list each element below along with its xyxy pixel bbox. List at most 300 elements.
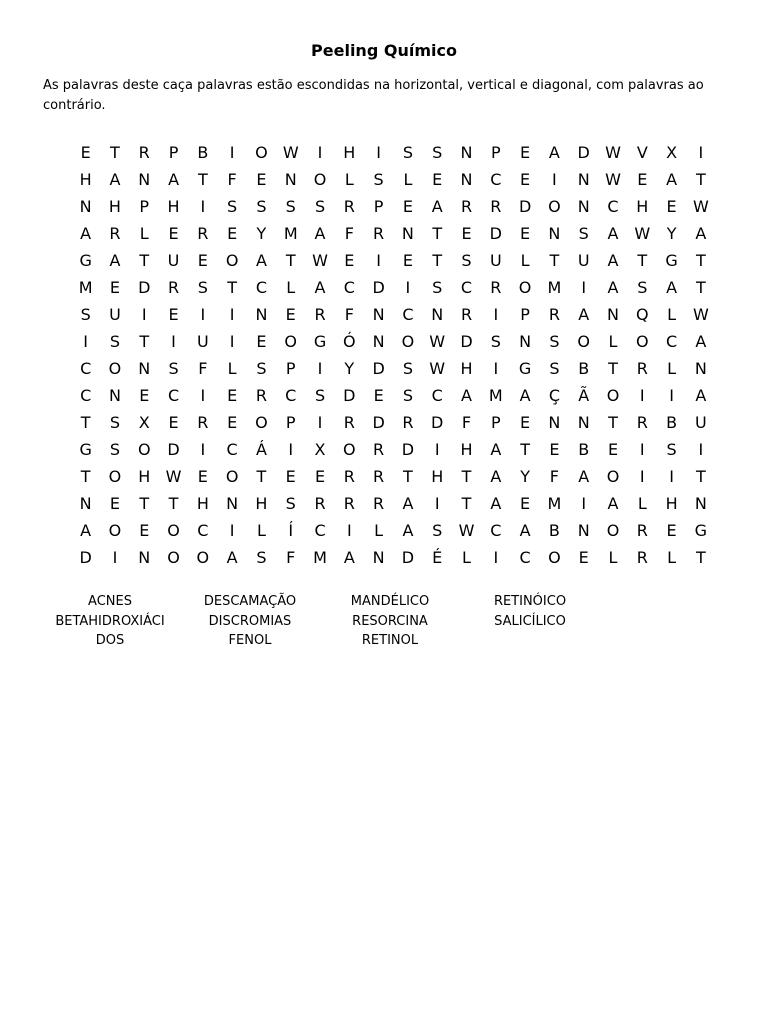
grid-letter: H: [343, 143, 356, 162]
grid-letter: C: [666, 332, 678, 351]
grid-letter: O: [108, 359, 122, 378]
word-list-item: FENOL: [228, 633, 272, 648]
grid-letter: R: [343, 197, 355, 216]
grid-letter: W: [605, 170, 621, 189]
grid-row: [71, 436, 716, 463]
grid-letter: L: [374, 521, 384, 540]
grid-letter: D: [489, 224, 502, 243]
grid-letter: R: [314, 494, 326, 513]
grid-letter: S: [285, 494, 296, 513]
grid-letter: O: [548, 197, 561, 216]
grid-letter: O: [225, 251, 239, 270]
grid-letter: P: [168, 143, 179, 162]
grid-letter: E: [109, 494, 120, 513]
grid-letter: N: [79, 197, 92, 216]
grid-letter: U: [167, 251, 180, 270]
word-list-column: [460, 592, 600, 651]
grid-letter: W: [692, 305, 709, 324]
grid-letter: H: [138, 467, 151, 486]
grid-letter: T: [168, 494, 179, 513]
grid-letter: R: [343, 467, 355, 486]
grid-letter: R: [343, 494, 355, 513]
grid-letter: L: [256, 521, 266, 540]
grid-letter: I: [346, 521, 352, 540]
grid-letter: M: [488, 386, 503, 405]
grid-letter: S: [109, 440, 121, 459]
grid-letter: C: [314, 521, 326, 540]
grid-letter: M: [283, 224, 298, 243]
grid-letter: E: [607, 440, 619, 459]
grid-letter: R: [402, 413, 414, 432]
grid-letter: S: [314, 386, 326, 405]
grid-letter: A: [461, 386, 472, 405]
grid-letter: A: [519, 521, 531, 540]
grid-letter: L: [608, 548, 618, 567]
grid-letter: O: [606, 521, 620, 540]
grid-letter: E: [227, 386, 238, 405]
word-list-item: DESCAMAÇÃO: [203, 594, 297, 609]
grid-letter: N: [255, 305, 268, 324]
grid-row: [71, 247, 716, 274]
grid-letter: V: [636, 143, 648, 162]
grid-letter: T: [139, 251, 150, 270]
grid-letter: C: [80, 359, 92, 378]
grid-letter: I: [317, 359, 323, 378]
grid-letter: N: [284, 170, 297, 189]
grid-letter: B: [548, 521, 560, 540]
grid-letter: A: [607, 278, 619, 297]
grid-letter: G: [79, 251, 92, 270]
grid-letter: I: [581, 494, 587, 513]
grid-letter: I: [434, 440, 440, 459]
grid-letter: D: [343, 386, 356, 405]
grid-letter: E: [197, 467, 208, 486]
grid-letter: N: [226, 494, 239, 513]
grid-letter: A: [490, 494, 502, 513]
grid-letter: R: [373, 494, 385, 513]
grid-letter: Y: [520, 467, 530, 486]
grid-letter: S: [490, 332, 501, 351]
grid-letter: A: [314, 224, 326, 243]
grid-row: [71, 220, 716, 247]
grid-row: [71, 409, 716, 436]
grid-letter: N: [577, 197, 590, 216]
grid-letter: G: [313, 332, 327, 351]
grid-letter: T: [520, 440, 530, 459]
grid-letter: Y: [344, 359, 355, 378]
grid-letter: A: [168, 170, 180, 189]
grid-letter: C: [197, 521, 209, 540]
grid-letter: C: [431, 386, 443, 405]
grid-letter: E: [520, 224, 531, 243]
grid-letter: S: [256, 359, 267, 378]
grid-letter: I: [639, 467, 645, 486]
grid-letter: E: [197, 251, 208, 270]
grid-letter: E: [139, 386, 150, 405]
grid-letter: R: [197, 224, 209, 243]
grid-letter: I: [669, 467, 674, 486]
grid-letter: L: [344, 170, 354, 189]
grid-letter: S: [432, 521, 443, 540]
word-search-grid: [71, 139, 716, 571]
grid-letter: A: [490, 440, 502, 459]
grid-letter: M: [78, 278, 93, 297]
grid-letter: F: [344, 305, 354, 324]
grid-letter: N: [372, 332, 385, 351]
grid-letter: R: [490, 278, 502, 297]
grid-letter: R: [460, 197, 473, 216]
grid-letter: R: [197, 413, 209, 432]
grid-letter: G: [79, 440, 92, 459]
grid-letter: Q: [635, 305, 649, 324]
grid-letter: E: [168, 413, 179, 432]
grid-letter: S: [637, 278, 648, 297]
grid-letter: S: [168, 359, 179, 378]
grid-letter: N: [548, 413, 561, 432]
grid-letter: X: [314, 440, 326, 459]
grid-letter: W: [282, 143, 299, 162]
grid-letter: F: [461, 413, 472, 432]
grid-letter: S: [227, 197, 238, 216]
grid-letter: D: [372, 413, 385, 432]
grid-letter: W: [165, 467, 182, 486]
grid-letter: B: [666, 413, 678, 432]
grid-letter: N: [577, 170, 590, 189]
grid-letter: O: [255, 143, 268, 162]
grid-letter: N: [694, 359, 707, 378]
grid-letter: E: [109, 278, 120, 297]
grid-letter: C: [226, 440, 238, 459]
grid-letter: M: [547, 494, 562, 513]
grid-row: [71, 490, 716, 517]
grid-row: [71, 328, 716, 355]
grid-letter: H: [460, 359, 473, 378]
grid-letter: X: [138, 413, 150, 432]
grid-letter: E: [578, 548, 589, 567]
grid-letter: D: [577, 143, 590, 162]
grid-letter: I: [552, 170, 557, 189]
grid-letter: T: [139, 494, 150, 513]
grid-letter: E: [139, 521, 150, 540]
word-list: [40, 592, 600, 651]
grid-letter: T: [285, 251, 296, 270]
grid-letter: D: [401, 440, 415, 459]
grid-letter: E: [256, 170, 267, 189]
grid-letter: D: [138, 278, 151, 297]
grid-letter: E: [285, 305, 296, 324]
grid-letter: C: [255, 278, 268, 297]
word-list-item: RETINOL: [361, 633, 419, 648]
grid-letter: E: [520, 170, 531, 189]
grid-letter: D: [460, 332, 473, 351]
grid-letter: R: [373, 224, 385, 243]
grid-letter: H: [665, 494, 678, 513]
grid-letter: N: [79, 494, 92, 513]
grid-letter: R: [109, 224, 121, 243]
grid-letter: O: [255, 413, 268, 432]
grid-letter: E: [520, 413, 531, 432]
grid-letter: N: [138, 170, 151, 189]
grid-letter: S: [256, 548, 267, 567]
grid-letter: S: [314, 197, 326, 216]
grid-letter: Í: [288, 521, 294, 540]
grid-letter: G: [694, 521, 708, 540]
grid-letter: H: [460, 440, 473, 459]
grid-letter: X: [666, 143, 678, 162]
grid-letter: I: [698, 143, 704, 162]
grid-letter: I: [229, 332, 235, 351]
grid-letter: S: [285, 197, 296, 216]
word-list-item: DISCROMIAS: [208, 613, 292, 629]
grid-letter: T: [227, 278, 238, 297]
grid-letter: I: [493, 548, 499, 567]
grid-letter: L: [462, 548, 471, 567]
grid-letter: O: [518, 278, 532, 297]
grid-letter: E: [373, 386, 384, 405]
grid-letter: A: [80, 521, 92, 540]
grid-row: [71, 193, 716, 220]
grid-letter: P: [490, 143, 501, 162]
grid-letter: A: [80, 224, 92, 243]
grid-letter: H: [255, 494, 268, 513]
page-title: Peeling Químico: [311, 41, 457, 60]
grid-letter: S: [109, 413, 121, 432]
grid-letter: Ç: [548, 386, 560, 405]
grid-letter: F: [198, 359, 208, 378]
grid-letter: I: [141, 305, 147, 324]
grid-letter: N: [577, 413, 590, 432]
grid-letter: E: [520, 494, 531, 513]
grid-letter: A: [607, 251, 619, 270]
grid-letter: S: [256, 197, 267, 216]
grid-letter: I: [405, 278, 411, 297]
grid-letter: L: [227, 359, 237, 378]
grid-letter: A: [109, 251, 121, 270]
grid-letter: I: [288, 440, 294, 459]
grid-letter: P: [490, 413, 501, 432]
grid-letter: L: [403, 170, 413, 189]
grid-letter: N: [607, 305, 619, 324]
grid-letter: T: [695, 170, 706, 189]
grid-letter: R: [255, 386, 267, 405]
grid-letter: N: [460, 170, 473, 189]
grid-letter: T: [110, 143, 120, 162]
grid-letter: I: [229, 521, 235, 540]
grid-letter: E: [666, 197, 677, 216]
grid-row: [71, 382, 716, 409]
grid-letter: P: [139, 197, 150, 216]
grid-letter: S: [80, 305, 91, 324]
grid-row: [71, 274, 716, 301]
grid-letter: L: [667, 359, 677, 378]
grid-letter: B: [197, 143, 209, 162]
word-list-item: MANDÉLICO: [350, 594, 430, 609]
grid-letter: T: [403, 467, 413, 486]
grid-letter: R: [548, 305, 560, 324]
grid-letter: N: [548, 224, 561, 243]
grid-letter: O: [225, 467, 239, 486]
grid-letter: S: [432, 143, 443, 162]
grid-letter: T: [608, 413, 618, 432]
grid-letter: S: [109, 332, 121, 351]
grid-letter: T: [608, 359, 618, 378]
grid-letter: N: [138, 548, 151, 567]
grid-row: [71, 139, 716, 166]
grid-letter: A: [490, 467, 502, 486]
word-list-column: [40, 592, 180, 651]
grid-letter: C: [343, 278, 355, 297]
grid-letter: Ó: [343, 332, 356, 351]
grid-letter: U: [695, 413, 707, 432]
grid-letter: E: [432, 170, 443, 189]
grid-letter: T: [637, 251, 648, 270]
grid-letter: A: [548, 143, 560, 162]
word-list-item: BETAHIDROXIÁCI: [55, 613, 165, 629]
grid-letter: N: [372, 305, 385, 324]
grid-letter: O: [167, 521, 180, 540]
grid-row: [71, 544, 716, 571]
grid-letter: G: [518, 359, 532, 378]
grid-letter: H: [196, 494, 209, 513]
grid-letter: O: [108, 467, 122, 486]
grid-letter: H: [636, 197, 649, 216]
grid-letter: D: [401, 548, 415, 567]
grid-letter: I: [229, 305, 235, 324]
grid-letter: O: [167, 548, 180, 567]
grid-letter: O: [137, 440, 151, 459]
grid-letter: Á: [255, 440, 267, 459]
grid-letter: O: [313, 170, 327, 189]
grid-letter: A: [578, 305, 590, 324]
grid-letter: R: [167, 278, 180, 297]
grid-letter: E: [344, 251, 355, 270]
grid-letter: A: [695, 332, 707, 351]
grid-letter: F: [549, 467, 559, 486]
grid-letter: I: [200, 386, 206, 405]
grid-letter: I: [493, 359, 499, 378]
grid-letter: O: [606, 467, 620, 486]
grid-letter: C: [490, 170, 502, 189]
grid-letter: A: [255, 251, 267, 270]
grid-letter: A: [226, 548, 238, 567]
grid-letter: H: [79, 170, 92, 189]
grid-row: [71, 517, 716, 544]
grid-letter: S: [402, 386, 413, 405]
grid-letter: N: [372, 548, 385, 567]
grid-letter: N: [108, 386, 121, 405]
grid-letter: N: [401, 224, 414, 243]
grid-letter: I: [698, 440, 704, 459]
grid-letter: R: [138, 143, 150, 162]
grid-letter: S: [578, 224, 589, 243]
grid-letter: I: [639, 386, 645, 405]
grid-letter: E: [461, 224, 472, 243]
grid-letter: E: [549, 440, 560, 459]
grid-letter: R: [490, 197, 502, 216]
grid-letter: P: [285, 413, 296, 432]
grid-letter: L: [286, 278, 296, 297]
grid-letter: F: [344, 224, 354, 243]
grid-letter: L: [667, 548, 677, 567]
grid-letter: I: [112, 548, 118, 567]
grid-letter: O: [108, 521, 122, 540]
grid-letter: H: [108, 197, 121, 216]
grid-letter: F: [227, 170, 237, 189]
grid-letter: E: [637, 170, 648, 189]
grid-letter: D: [518, 197, 532, 216]
grid-letter: I: [376, 251, 381, 270]
grid-letter: A: [402, 521, 414, 540]
grid-letter: A: [343, 548, 355, 567]
grid-letter: H: [167, 197, 180, 216]
grid-letter: S: [432, 278, 443, 297]
grid-letter: M: [313, 548, 327, 567]
grid-letter: O: [606, 386, 620, 405]
grid-letter: N: [431, 305, 444, 324]
grid-letter: W: [634, 224, 651, 243]
grid-letter: I: [200, 305, 206, 324]
grid-letter: R: [636, 359, 648, 378]
word-list-item: ACNES: [88, 594, 132, 609]
grid-letter: R: [636, 413, 648, 432]
grid-letter: T: [695, 278, 706, 297]
grid-letter: T: [695, 548, 706, 567]
grid-letter: S: [666, 440, 677, 459]
instructions-text: As palavras deste caça palavras estão escondidas na horizontal, vertical e diagonal, com palavras ao contrário.: [43, 78, 704, 113]
grid-letter: T: [80, 413, 91, 432]
grid-letter: A: [578, 467, 590, 486]
grid-letter: Y: [256, 224, 267, 243]
grid-letter: E: [80, 143, 91, 162]
grid-letter: E: [285, 467, 296, 486]
grid-letter: R: [343, 413, 355, 432]
grid-letter: N: [519, 332, 532, 351]
grid-row: [71, 463, 716, 490]
grid-letter: A: [607, 494, 619, 513]
word-list-item: SALICÍLICO: [494, 613, 566, 629]
grid-letter: D: [167, 440, 180, 459]
grid-letter: T: [80, 467, 91, 486]
grid-letter: N: [138, 359, 151, 378]
grid-letter: R: [373, 467, 385, 486]
grid-letter: E: [227, 413, 238, 432]
grid-letter: W: [605, 143, 621, 162]
grid-letter: I: [229, 143, 235, 162]
word-list-item: DOS: [95, 633, 125, 648]
grid-letter: L: [637, 494, 647, 513]
grid-letter: S: [549, 359, 560, 378]
grid-row: [71, 166, 716, 193]
grid-letter: É: [432, 548, 443, 567]
grid-letter: I: [639, 440, 645, 459]
grid-letter: T: [432, 251, 443, 270]
grid-letter: M: [547, 278, 562, 297]
grid-letter: D: [431, 413, 444, 432]
grid-letter: L: [520, 251, 530, 270]
grid-letter: T: [549, 251, 560, 270]
grid-letter: O: [635, 332, 649, 351]
grid-letter: C: [519, 548, 531, 567]
grid-letter: W: [312, 251, 328, 270]
grid-letter: Y: [666, 224, 677, 243]
grid-letter: U: [196, 332, 209, 351]
grid-letter: W: [692, 197, 709, 216]
grid-letter: S: [549, 332, 560, 351]
grid-letter: I: [317, 413, 323, 432]
word-list-item: RESORCINA: [352, 613, 428, 629]
grid-letter: E: [168, 224, 179, 243]
grid-letter: O: [577, 332, 590, 351]
